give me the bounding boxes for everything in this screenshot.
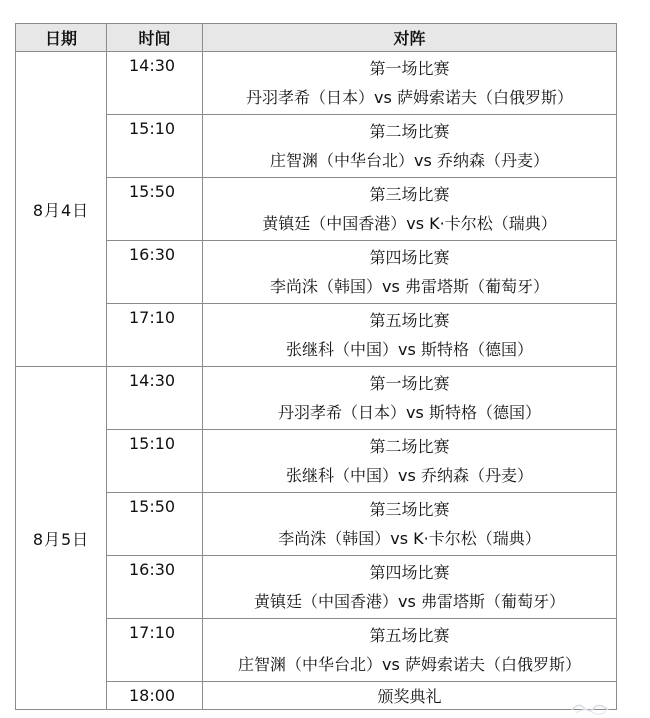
time-cell: 15:10 [107, 430, 203, 493]
watermark-logo [570, 698, 610, 716]
match-title: 第一场比赛 [369, 59, 450, 78]
table-row [16, 493, 617, 556]
match-cell [203, 556, 617, 619]
table-header [16, 24, 617, 52]
match-cell [203, 367, 617, 430]
time-cell: 17:10 [107, 619, 203, 682]
match-title: 第二场比赛 [369, 122, 450, 141]
match-cell [203, 178, 617, 241]
match-pairing: 张继科（中国）vs 乔纳森（丹麦） [286, 466, 533, 485]
table-row [16, 241, 617, 304]
table-row [16, 178, 617, 241]
ceremony-row [16, 682, 617, 710]
table-body [16, 52, 617, 710]
match-title: 第三场比赛 [369, 500, 450, 519]
match-title: 第五场比赛 [369, 311, 450, 330]
match-pairing: 张继科（中国）vs 斯特格（德国） [286, 340, 533, 359]
match-title: 第五场比赛 [369, 626, 450, 645]
table-row [16, 304, 617, 367]
header-row [16, 24, 617, 52]
match-cell [203, 304, 617, 367]
match-cell [203, 115, 617, 178]
time-cell: 14:30 [107, 52, 203, 115]
header-time: 时间 [107, 24, 203, 52]
match-title: 第三场比赛 [369, 185, 450, 204]
date-cell: 8月5日 [16, 367, 107, 710]
time-cell: 15:50 [107, 178, 203, 241]
header-date: 日期 [16, 24, 107, 52]
match-pairing: 黄镇廷（中国香港）vs 弗雷塔斯（葡萄牙） [254, 592, 565, 611]
match-pairing: 丹羽孝希（日本）vs 萨姆索诺夫（白俄罗斯） [246, 88, 573, 107]
match-cell [203, 430, 617, 493]
table-row [16, 619, 617, 682]
match-cell [203, 52, 617, 115]
schedule-table [15, 23, 617, 710]
table-row [16, 367, 617, 430]
match-pairing: 庄智渊（中华台北）vs 乔纳森（丹麦） [270, 151, 549, 170]
date-cell: 8月4日 [16, 52, 107, 367]
time-cell: 15:10 [107, 115, 203, 178]
match-title: 第二场比赛 [369, 437, 450, 456]
match-cell [203, 619, 617, 682]
time-cell: 16:30 [107, 241, 203, 304]
match-title: 第四场比赛 [369, 248, 450, 267]
time-cell: 15:50 [107, 493, 203, 556]
match-pairing: 庄智渊（中华台北）vs 萨姆索诺夫（白俄罗斯） [238, 655, 581, 674]
match-cell [203, 241, 617, 304]
match-title: 第一场比赛 [369, 374, 450, 393]
match-pairing: 丹羽孝希（日本）vs 斯特格（德国） [278, 403, 541, 422]
time-cell: 17:10 [107, 304, 203, 367]
match-title: 第四场比赛 [369, 563, 450, 582]
match-pairing: 李尚洙（韩国）vs K·卡尔松（瑞典） [278, 529, 541, 548]
table-row [16, 430, 617, 493]
match-pairing: 黄镇廷（中国香港）vs K·卡尔松（瑞典） [262, 214, 557, 233]
table-row [16, 52, 617, 115]
match-cell [203, 493, 617, 556]
table-row [16, 556, 617, 619]
time-cell: 16:30 [107, 556, 203, 619]
ceremony-cell: 颁奖典礼 [203, 682, 617, 710]
time-cell: 18:00 [107, 682, 203, 710]
match-pairing: 李尚洙（韩国）vs 弗雷塔斯（葡萄牙） [270, 277, 549, 296]
table-row [16, 115, 617, 178]
header-match: 对阵 [203, 24, 617, 52]
time-cell: 14:30 [107, 367, 203, 430]
